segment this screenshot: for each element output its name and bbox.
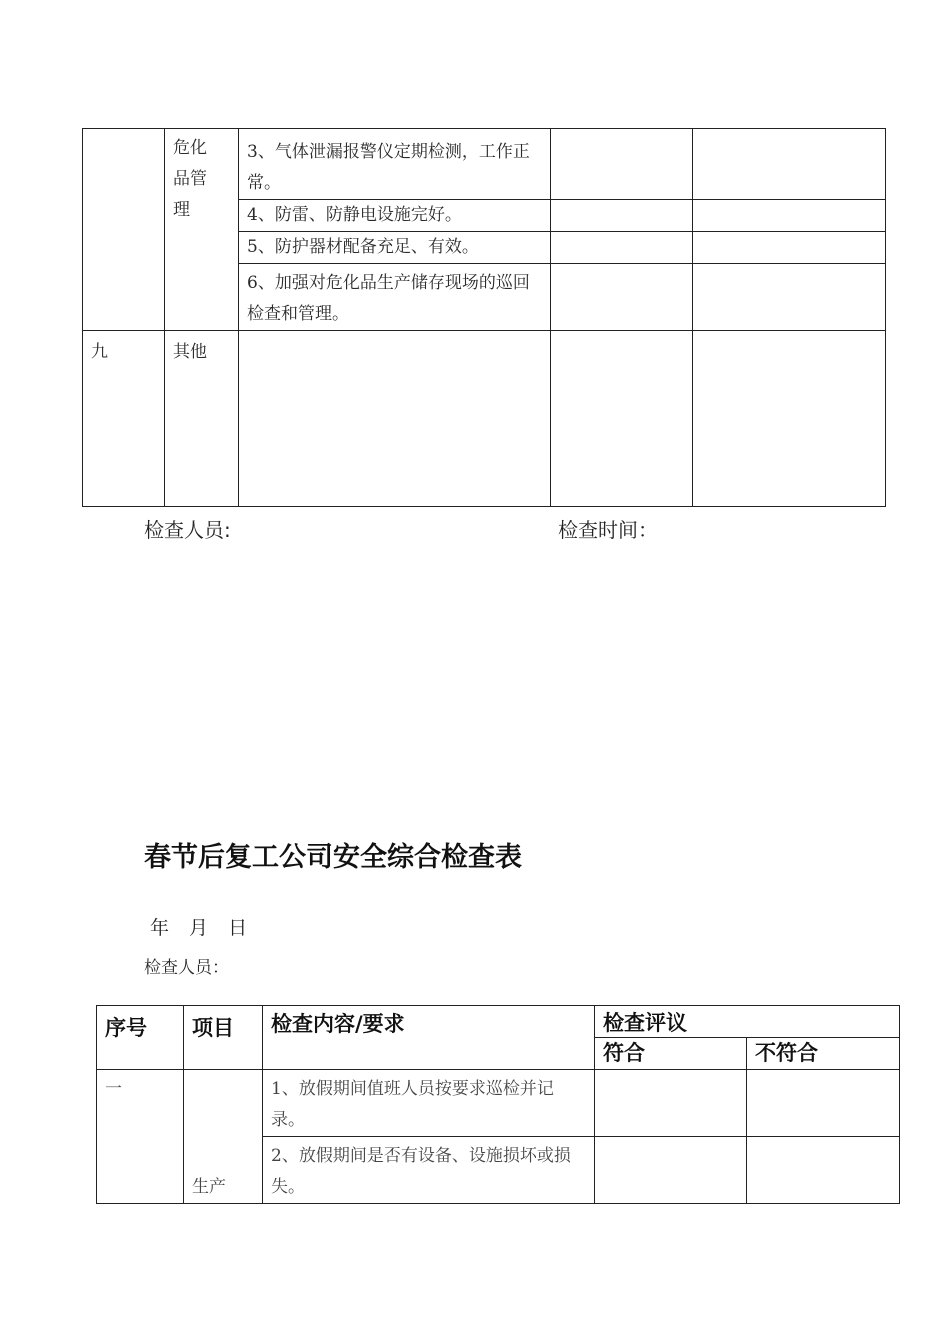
requirement-text: 2、放假期间是否有设备、设施损坏或损失。 <box>271 1146 571 1197</box>
requirement-text: 3、气体泄漏报警仪定期检测，工作正常。 <box>247 142 530 193</box>
inspection-table-continued <box>82 128 886 507</box>
nonconform-cell <box>747 1137 900 1204</box>
header-seq <box>97 1006 184 1070</box>
item-label: 其他 <box>173 342 207 362</box>
content-cell <box>263 1137 595 1204</box>
conform-cell <box>551 331 693 507</box>
nonconform-cell <box>747 1070 900 1137</box>
section-label-cell <box>165 129 239 331</box>
content-cell <box>239 264 551 331</box>
header-nonconform-label: 不符合 <box>755 1041 818 1065</box>
form-title: 春节后复工公司安全综合检查表 <box>144 842 522 873</box>
header-nonconform <box>747 1038 900 1070</box>
conform-cell <box>551 129 693 200</box>
header-item <box>184 1006 263 1070</box>
nonconform-cell <box>693 331 886 507</box>
seq-cell-empty <box>83 129 165 331</box>
row-number: 九 <box>91 342 108 362</box>
item-cell <box>165 331 239 507</box>
seq-cell <box>83 331 165 507</box>
nonconform-cell <box>693 200 886 232</box>
safety-inspection-table <box>96 1005 900 1204</box>
inspector-label: 检查人员： <box>144 958 229 978</box>
conform-cell <box>595 1070 747 1137</box>
conform-cell <box>551 200 693 232</box>
row-number: 一 <box>105 1079 122 1099</box>
content-cell <box>239 129 551 200</box>
header-evaluation-label: 检查评议 <box>603 1011 687 1035</box>
inspector-label: 检查人员: <box>144 518 231 542</box>
requirement-text: 5、防护器材配备充足、有效。 <box>247 237 479 257</box>
header-item-label: 项目 <box>192 1016 234 1040</box>
requirement-text: 6、加强对危化品生产储存现场的巡回检查和管理。 <box>247 273 530 324</box>
header-content <box>263 1006 595 1070</box>
header-evaluation <box>595 1006 900 1038</box>
section-label: 危化品管理 <box>173 138 207 220</box>
nonconform-cell <box>693 129 886 200</box>
requirement-text: 4、防雷、防静电设施完好。 <box>247 205 462 225</box>
content-cell-empty <box>239 331 551 507</box>
content-cell <box>239 232 551 264</box>
item-cell <box>184 1070 263 1204</box>
header-conform <box>595 1038 747 1070</box>
nonconform-cell <box>693 264 886 331</box>
conform-cell <box>551 232 693 264</box>
conform-cell <box>551 264 693 331</box>
header-seq-label: 序号 <box>105 1016 147 1040</box>
seq-cell <box>97 1070 184 1204</box>
conform-cell <box>595 1137 747 1204</box>
nonconform-cell <box>693 232 886 264</box>
requirement-text: 1、放假期间值班人员按要求巡检并记录。 <box>271 1079 554 1130</box>
inspection-time-label: 检查时间： <box>558 518 658 542</box>
date-line: 年 月 日 <box>150 917 248 939</box>
header-content-label: 检查内容/要求 <box>271 1012 405 1036</box>
header-conform-label: 符合 <box>603 1041 645 1065</box>
content-cell <box>239 200 551 232</box>
content-cell <box>263 1070 595 1137</box>
item-label: 生产 <box>192 1177 226 1197</box>
